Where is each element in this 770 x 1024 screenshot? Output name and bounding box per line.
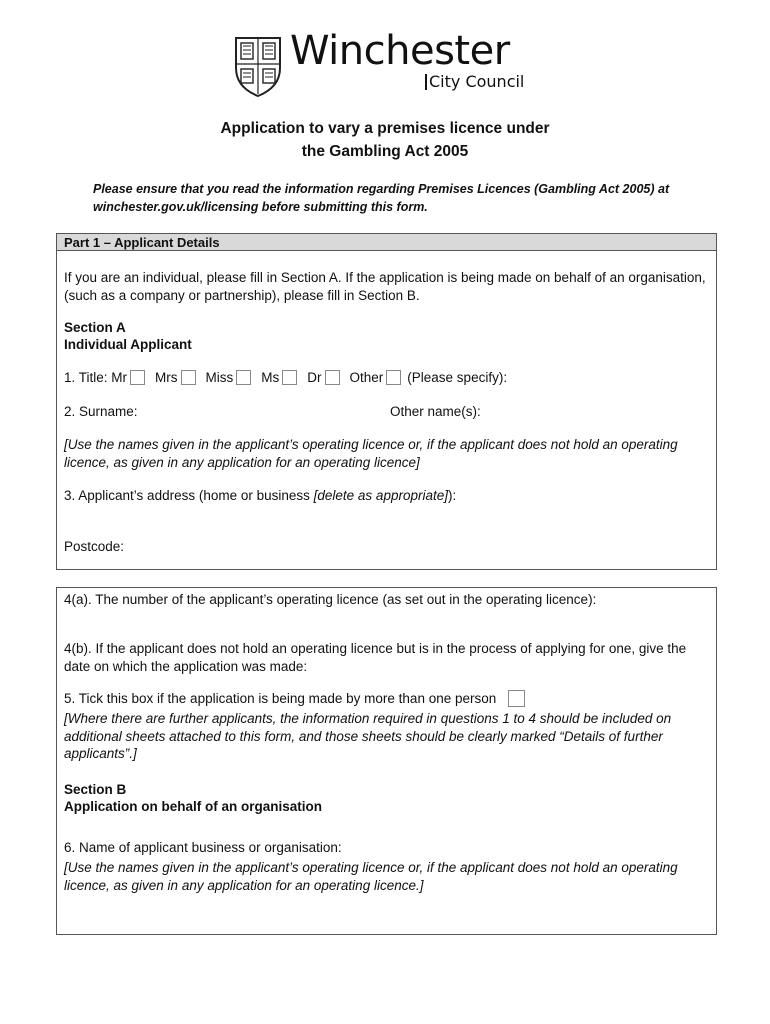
q5-label: 5. Tick this box if the application is being made by more than one person (64, 691, 497, 706)
title-option-miss: Miss (205, 370, 234, 385)
title-specify-label: (Please specify): (407, 370, 508, 385)
intro-note: Please ensure that you read the information regarding Premises Licences (Gambling Act 2005) at winchester.gov.uk/licensing before submitting this form. (93, 182, 670, 214)
section-a-subtitle: Individual Applicant (64, 337, 192, 352)
section-b-subtitle: Application on behalf of an organisation (64, 799, 323, 814)
title-line-1: Application to vary a premises licence under (220, 120, 550, 137)
logo-wordmark: Winchester (290, 28, 510, 74)
surname-label: 2. Surname: (64, 404, 138, 419)
logo-subtitle: City Council (429, 72, 525, 91)
q6-note: [Use the names given in the applicant’s operating licence or, if the applicant does not hold an operating licence, as given in any application for an operating licence.] (64, 860, 678, 893)
q4b-label: 4(b). If the applicant does not hold an operating licence but is in the process of applying for one, give the date on which the application was made: (64, 641, 687, 674)
title-other-checkbox[interactable] (386, 370, 401, 385)
address-label-text: 3. Applicant’s address (home or business (64, 488, 314, 503)
title-option-ms: Ms (261, 370, 280, 385)
part1-panel (56, 233, 717, 570)
names-note: [Use the names given in the applicant’s operating licence or, if the applicant does not hold an operating licence, as given in any application for an operating licence] (64, 437, 678, 470)
council-logo (232, 28, 542, 98)
part1-continued-panel (56, 587, 717, 935)
logo-divider (425, 74, 427, 90)
part1-instructions: If you are an individual, please fill in Section A. If the application is being made on behalf of an organisation, (such as a company or partnership), please fill in Section B. (64, 270, 706, 303)
title-label: 1. Title: Mr (64, 370, 128, 385)
q4a-label: 4(a). The number of the applicant’s operating licence (as set out in the operating licence): (64, 592, 597, 607)
title-mrs-checkbox[interactable] (181, 370, 196, 385)
section-b-title: Section B (64, 782, 127, 797)
q6-label: 6. Name of applicant business or organisation: (64, 840, 342, 855)
crest-icon (232, 34, 284, 98)
title-option-mrs: Mrs (155, 370, 178, 385)
title-line-2: the Gambling Act 2005 (301, 143, 469, 160)
postcode-label: Postcode: (64, 539, 125, 554)
multiple-applicants-checkbox[interactable] (508, 690, 525, 707)
title-mr-checkbox[interactable] (130, 370, 145, 385)
title-dr-checkbox[interactable] (325, 370, 340, 385)
title-row (64, 369, 507, 387)
q5-row (64, 690, 529, 708)
title-ms-checkbox[interactable] (282, 370, 297, 385)
title-option-dr: Dr (307, 370, 322, 385)
page-title (0, 117, 770, 163)
title-option-other: Other (349, 370, 384, 385)
q5-note: [Where there are further applicants, the information required in questions 1 to 4 should be included on additional sheets attached to this form, and those sheets should be clearly marked “Details of further applicants”.] (64, 711, 672, 761)
address-suffix: ): (447, 488, 457, 503)
title-miss-checkbox[interactable] (236, 370, 251, 385)
address-note: [delete as appropriate] (313, 488, 448, 503)
address-label (64, 487, 456, 505)
section-a-title: Section A (64, 320, 126, 335)
part1-heading: Part 1 – Applicant Details (57, 234, 716, 251)
other-names-label: Other name(s): (390, 404, 481, 419)
